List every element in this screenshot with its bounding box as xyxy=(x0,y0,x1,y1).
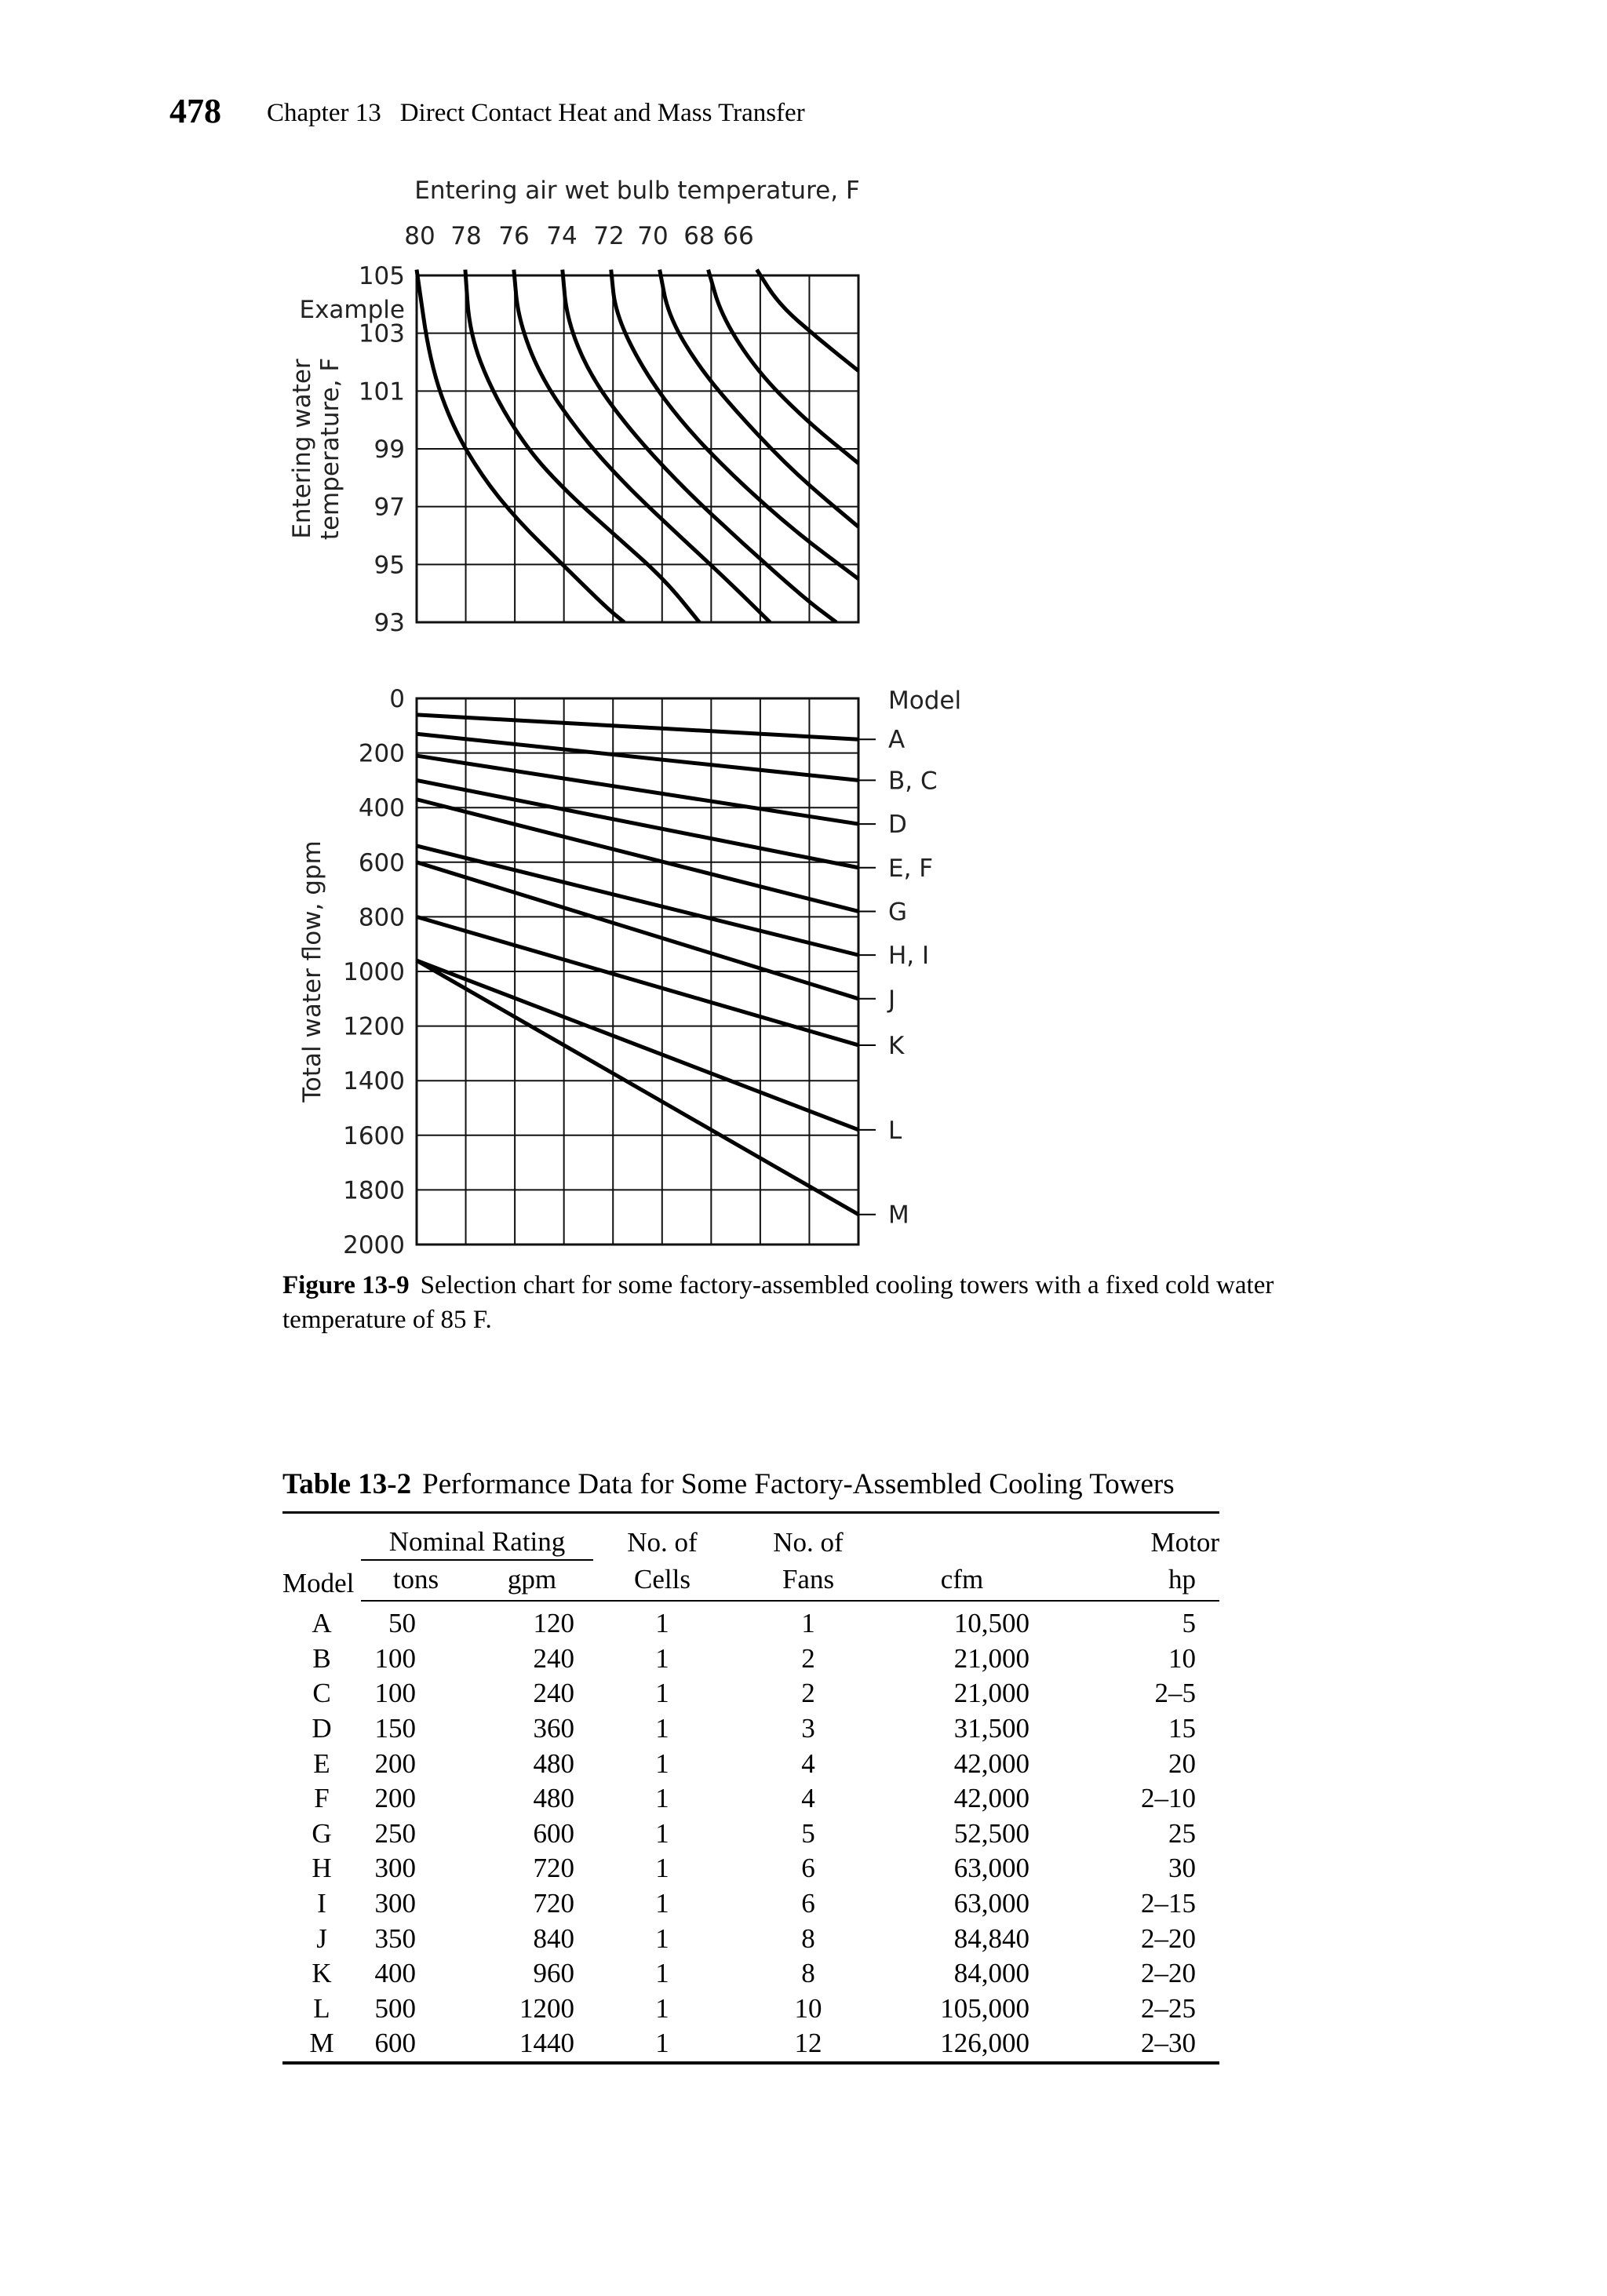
figure-caption-text: Selection chart for some factory-assembled cooling towers with a fixed cold water temperature of 85 F. xyxy=(282,1271,1274,1334)
col-header-gpm: gpm xyxy=(471,1560,593,1601)
model-line-a xyxy=(417,715,858,739)
cell-tons: 300 xyxy=(374,1888,416,1919)
cell-tons: 200 xyxy=(374,1748,416,1779)
y-axis-label: Total water flow, gpm xyxy=(298,840,326,1102)
cell-tons: 150 xyxy=(374,1713,416,1744)
cell-fans: 2 xyxy=(801,1678,815,1709)
water-flow-chart xyxy=(298,685,961,1259)
cell-cfm: 63,000 xyxy=(953,1888,1029,1919)
col-header-hp: hp xyxy=(1039,1560,1219,1601)
y-tick-label: 2000 xyxy=(343,1231,405,1259)
wet-bulb-curve-66 xyxy=(757,270,858,371)
legend-title: Model xyxy=(888,687,962,715)
cell-model: C xyxy=(312,1678,331,1709)
cell-gpm: 480 xyxy=(533,1783,574,1814)
cell-model: L xyxy=(313,1992,330,2024)
cell-fans: 6 xyxy=(801,1853,815,1884)
y-tick-label: 1200 xyxy=(343,1012,405,1041)
cell-hp: 2–30 xyxy=(1141,2028,1196,2059)
cell-cfm: 84,840 xyxy=(953,1922,1029,1954)
y-tick-label: 800 xyxy=(358,903,405,932)
model-label: J xyxy=(888,985,896,1014)
cell-cfm: 31,500 xyxy=(953,1713,1029,1744)
wet-bulb-label: 80 xyxy=(404,222,435,250)
table-row xyxy=(282,1642,1219,1677)
wet-bulb-curve-74 xyxy=(563,270,836,622)
cell-hp: 25 xyxy=(1168,1817,1196,1849)
col-header-cells-top: No. of xyxy=(627,1527,698,1558)
cell-cfm: 21,000 xyxy=(953,1642,1029,1674)
cell-fans: 4 xyxy=(801,1783,815,1814)
cell-hp: 10 xyxy=(1168,1642,1196,1674)
cell-tons: 100 xyxy=(374,1642,416,1674)
table-row xyxy=(282,1781,1219,1817)
wet-bulb-label: 78 xyxy=(450,222,482,250)
model-label: K xyxy=(888,1031,905,1060)
cell-hp: 2–10 xyxy=(1141,1783,1196,1814)
y-tick-label: 99 xyxy=(374,436,405,464)
y-tick-label: 200 xyxy=(358,739,405,768)
cell-gpm: 720 xyxy=(533,1853,574,1884)
wet-bulb-curve-68 xyxy=(709,270,858,464)
cell-cells: 1 xyxy=(655,1642,669,1674)
y-tick-label: 600 xyxy=(358,848,405,877)
cell-hp: 15 xyxy=(1168,1713,1196,1744)
wet-bulb-label: 68 xyxy=(683,222,715,250)
cell-cfm: 21,000 xyxy=(953,1678,1029,1709)
table-row xyxy=(282,1956,1219,1992)
cell-tons: 300 xyxy=(374,1853,416,1884)
cell-model: G xyxy=(312,1817,332,1849)
table-row xyxy=(282,1711,1219,1747)
cell-cells: 1 xyxy=(655,1783,669,1814)
model-label: B, C xyxy=(888,767,938,796)
y-tick-label: 95 xyxy=(374,551,405,580)
model-line-j xyxy=(417,862,858,999)
wet-bulb-label: 72 xyxy=(593,222,625,250)
chapter-title: Direct Contact Heat and Mass Transfer xyxy=(399,99,805,127)
cell-gpm: 240 xyxy=(533,1678,574,1709)
col-header-nominal-rating: Nominal Rating xyxy=(361,1513,593,1561)
performance-table xyxy=(282,1511,1219,2065)
y-tick-label: 97 xyxy=(374,493,405,522)
model-label: A xyxy=(888,726,906,755)
chart-title: Entering air wet bulb temperature, F xyxy=(414,177,860,205)
table-row xyxy=(282,1921,1219,1956)
cell-hp: 2–20 xyxy=(1141,1922,1196,1954)
cell-model: K xyxy=(312,1958,332,1989)
table-row xyxy=(282,1676,1219,1711)
y-axis-label-line1: Entering water xyxy=(288,359,316,539)
table-row xyxy=(282,1746,1219,1781)
cell-model: E xyxy=(313,1748,330,1779)
col-header-cells: Cells xyxy=(593,1560,731,1601)
cell-cells: 1 xyxy=(655,1958,669,1989)
cell-cells: 1 xyxy=(655,1853,669,1884)
cell-model: F xyxy=(314,1783,330,1814)
table-row xyxy=(282,1851,1219,1886)
wet-bulb-curve-72 xyxy=(611,270,858,579)
cell-model: H xyxy=(312,1853,332,1884)
cell-fans: 1 xyxy=(801,1608,815,1639)
cell-gpm: 120 xyxy=(533,1608,574,1639)
cell-gpm: 600 xyxy=(533,1817,574,1849)
cell-tons: 500 xyxy=(374,1992,416,2024)
chapter-label: Chapter 13 xyxy=(267,99,381,127)
cell-gpm: 1440 xyxy=(519,2028,574,2059)
cell-cells: 1 xyxy=(655,1888,669,1919)
cell-gpm: 840 xyxy=(533,1922,574,1954)
model-line-m xyxy=(417,960,858,1215)
wet-bulb-label: 76 xyxy=(498,222,530,250)
cell-fans: 5 xyxy=(801,1817,815,1849)
table-row xyxy=(282,1886,1219,1922)
y-axis-label xyxy=(288,358,344,540)
wet-bulb-label: 70 xyxy=(637,222,669,250)
col-header-fans: Fans xyxy=(731,1560,885,1601)
cell-model: B xyxy=(312,1642,331,1674)
wet-bulb-curve-76 xyxy=(514,270,771,622)
wet-bulb-curve-78 xyxy=(465,270,699,622)
cell-fans: 10 xyxy=(794,1992,822,2024)
page-number: 478 xyxy=(169,92,221,130)
cell-gpm: 240 xyxy=(533,1642,574,1674)
y-tick-label: 1400 xyxy=(343,1067,405,1096)
model-label: M xyxy=(888,1201,909,1230)
cell-cfm: 10,500 xyxy=(953,1608,1029,1639)
cell-cfm: 42,000 xyxy=(953,1748,1029,1779)
y-tick-label: 105 xyxy=(358,262,405,290)
cell-cells: 1 xyxy=(655,1608,669,1639)
cell-cells: 1 xyxy=(655,1678,669,1709)
cell-cfm: 42,000 xyxy=(953,1783,1029,1814)
model-label: E, F xyxy=(888,854,934,883)
table-title xyxy=(282,1466,1175,1503)
cell-tons: 100 xyxy=(374,1678,416,1709)
example-annotation: Example xyxy=(299,296,405,324)
col-header-cfm: cfm xyxy=(885,1560,1039,1601)
y-axis-label-line2: temperature, F xyxy=(316,357,344,541)
cell-gpm: 480 xyxy=(533,1748,574,1779)
cell-tons: 400 xyxy=(374,1958,416,1989)
cell-model: D xyxy=(312,1713,332,1744)
cell-cfm: 52,500 xyxy=(953,1817,1029,1849)
cell-hp: 5 xyxy=(1182,1608,1196,1639)
y-tick-label: 1000 xyxy=(343,958,405,986)
cell-tons: 250 xyxy=(374,1817,416,1849)
cell-model: M xyxy=(309,2028,334,2059)
cell-cells: 1 xyxy=(655,1713,669,1744)
model-label: H, I xyxy=(888,942,930,971)
y-tick-label: 93 xyxy=(374,609,405,637)
cell-cfm: 105,000 xyxy=(940,1992,1029,2024)
model-label: L xyxy=(888,1116,902,1145)
y-tick-label: 103 xyxy=(358,319,405,348)
cell-cfm: 84,000 xyxy=(953,1958,1029,1989)
model-label: G xyxy=(888,898,908,927)
cell-hp: 30 xyxy=(1168,1853,1196,1884)
cell-hp: 2–20 xyxy=(1141,1958,1196,1989)
cell-gpm: 960 xyxy=(533,1958,574,1989)
table-row xyxy=(282,1992,1219,2027)
cell-tons: 350 xyxy=(374,1922,416,1954)
col-header-motor-top: Motor xyxy=(1150,1527,1219,1558)
cell-fans: 4 xyxy=(801,1748,815,1779)
cell-fans: 12 xyxy=(794,2028,822,2059)
model-line-bc xyxy=(417,734,858,780)
cell-cells: 1 xyxy=(655,1748,669,1779)
cell-model: I xyxy=(317,1888,326,1919)
wet-bulb-label: 74 xyxy=(546,222,578,250)
y-tick-label: 1600 xyxy=(343,1121,405,1150)
y-tick-label: 101 xyxy=(358,377,405,406)
cell-fans: 8 xyxy=(801,1922,815,1954)
figure-label: Figure 13-9 xyxy=(282,1271,410,1299)
table-row xyxy=(282,1601,1219,1642)
figure-caption xyxy=(282,1268,1397,1337)
cell-cfm: 63,000 xyxy=(953,1853,1029,1884)
wet-bulb-chart xyxy=(288,177,860,637)
cell-hp: 2–5 xyxy=(1154,1678,1196,1709)
y-tick-label: 0 xyxy=(389,685,405,713)
col-header-model: Model xyxy=(282,1568,355,1598)
model-line-l xyxy=(417,960,858,1130)
cell-fans: 8 xyxy=(801,1958,815,1989)
table-body xyxy=(282,1601,1219,2063)
cell-gpm: 720 xyxy=(533,1888,574,1919)
cell-hp: 20 xyxy=(1168,1748,1196,1779)
cell-fans: 3 xyxy=(801,1713,815,1744)
model-line-d xyxy=(417,756,858,824)
cell-hp: 2–15 xyxy=(1141,1888,1196,1919)
cell-cells: 1 xyxy=(655,1922,669,1954)
cell-tons: 200 xyxy=(374,1783,416,1814)
col-header-fans-top: No. of xyxy=(773,1527,844,1558)
col-header-tons: tons xyxy=(361,1560,471,1601)
wet-bulb-curve-70 xyxy=(660,270,858,527)
model-label: D xyxy=(888,811,907,840)
cell-model: J xyxy=(316,1922,327,1954)
cell-fans: 6 xyxy=(801,1888,815,1919)
cell-gpm: 1200 xyxy=(519,1992,574,2024)
table-title-text: Performance Data for Some Factory-Assembled Cooling Towers xyxy=(422,1468,1175,1500)
cell-cells: 1 xyxy=(655,1817,669,1849)
cell-model: A xyxy=(312,1607,332,1638)
cell-tons: 600 xyxy=(374,2028,416,2059)
table-label: Table 13-2 xyxy=(282,1468,412,1500)
cell-cfm: 126,000 xyxy=(940,2028,1029,2059)
wet-bulb-label: 66 xyxy=(723,222,754,250)
cell-hp: 2–25 xyxy=(1141,1992,1196,2024)
y-tick-label: 400 xyxy=(358,794,405,823)
table-row xyxy=(282,2026,1219,2063)
cell-fans: 2 xyxy=(801,1642,815,1674)
cell-tons: 50 xyxy=(388,1608,416,1639)
cell-cells: 1 xyxy=(655,2028,669,2059)
y-tick-label: 1800 xyxy=(343,1176,405,1205)
table-row xyxy=(282,1817,1219,1852)
cell-cells: 1 xyxy=(655,1992,669,2024)
cell-gpm: 360 xyxy=(533,1713,574,1744)
